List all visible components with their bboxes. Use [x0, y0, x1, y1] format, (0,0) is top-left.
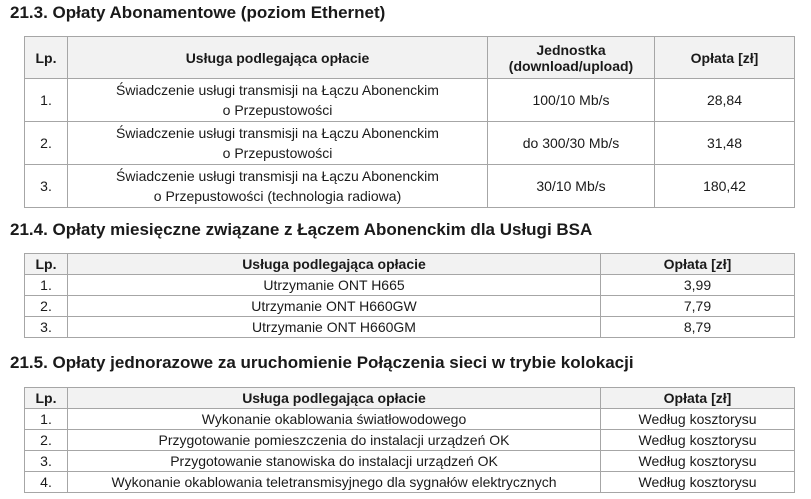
- cell-service: Wykonanie okablowania światłowodowego: [68, 409, 601, 430]
- section-21-4-title: 21.4. Opłaty miesięczne związane z Łączem Abonenckim dla Usługi BSA: [10, 220, 593, 239]
- cell-fee: 28,84: [655, 79, 795, 122]
- table-row: [25, 296, 795, 317]
- col-header-lp: Lp.: [25, 37, 68, 79]
- table-row: [25, 451, 795, 472]
- cell-service: Utrzymanie ONT H660GM: [68, 317, 601, 338]
- cell-fee: Według kosztorysu: [601, 430, 795, 451]
- cell-fee: 180,42: [655, 165, 795, 208]
- table-row: [25, 317, 795, 338]
- col-header-fee: Opłata [zł]: [655, 37, 795, 79]
- cell-fee: 8,79: [601, 317, 795, 338]
- col-header-lp: Lp.: [25, 388, 68, 409]
- cell-service: Przygotowanie pomieszczenia do instalacji urządzeń OK: [68, 430, 601, 451]
- cell-fee: 31,48: [655, 122, 795, 165]
- cell-service: [68, 122, 488, 165]
- cell-fee: Według kosztorysu: [601, 409, 795, 430]
- service-line1: Świadczenie usługi transmisji na Łączu Abonenckim: [116, 82, 439, 98]
- cell-service: Wykonanie okablowania teletransmisyjnego dla sygnałów elektrycznych: [68, 472, 601, 493]
- cell-service: [68, 165, 488, 208]
- cell-unit: do 300/30 Mb/s: [488, 122, 655, 165]
- col-header-lp: Lp.: [25, 254, 68, 275]
- cell-lp: 2.: [25, 296, 68, 317]
- cell-unit: 30/10 Mb/s: [488, 165, 655, 208]
- cell-fee: 7,79: [601, 296, 795, 317]
- col-header-fee: Opłata [zł]: [601, 254, 795, 275]
- section-21-5-title: 21.5. Opłaty jednorazowe za uruchomienie Połączenia sieci w trybie kolokacji: [10, 353, 634, 372]
- cell-lp: 1.: [25, 275, 68, 296]
- col-header-service: Usługa podlegająca opłacie: [68, 254, 601, 275]
- col-header-unit: [488, 37, 655, 79]
- cell-service: Utrzymanie ONT H665: [68, 275, 601, 296]
- table-row: [25, 165, 795, 208]
- table-header-row: [25, 37, 795, 79]
- one-time-fees-table: [24, 387, 795, 493]
- unit-header-line1: Jednostka: [536, 41, 606, 58]
- table-row: [25, 430, 795, 451]
- table-row: [25, 122, 795, 165]
- cell-lp: 2.: [25, 122, 68, 165]
- cell-lp: 1.: [25, 409, 68, 430]
- table-row: [25, 409, 795, 430]
- monthly-fees-table: [24, 253, 795, 338]
- table-row: [25, 79, 795, 122]
- col-header-service: Usługa podlegająca opłacie: [68, 388, 601, 409]
- service-line2: o Przepustowości: [222, 145, 333, 161]
- cell-unit: 100/10 Mb/s: [488, 79, 655, 122]
- cell-service: Utrzymanie ONT H660GW: [68, 296, 601, 317]
- cell-fee: Według kosztorysu: [601, 451, 795, 472]
- table-header-row: [25, 254, 795, 275]
- cell-lp: 3.: [25, 317, 68, 338]
- cell-lp: 3.: [25, 451, 68, 472]
- unit-header-line2: (download/upload): [508, 57, 634, 74]
- cell-lp: 2.: [25, 430, 68, 451]
- table-header-row: [25, 388, 795, 409]
- service-line1: Świadczenie usługi transmisji na Łączu Abonenckim: [116, 125, 439, 141]
- col-header-fee: Opłata [zł]: [601, 388, 795, 409]
- cell-service: Przygotowanie stanowiska do instalacji urządzeń OK: [68, 451, 601, 472]
- col-header-service: Usługa podlegająca opłacie: [68, 37, 488, 79]
- section-21-3-title: 21.3. Opłaty Abonamentowe (poziom Ethernet): [10, 3, 386, 22]
- cell-fee: 3,99: [601, 275, 795, 296]
- cell-lp: 1.: [25, 79, 68, 122]
- cell-lp: 4.: [25, 472, 68, 493]
- service-line2: o Przepustowości (technologia radiowa): [153, 188, 402, 204]
- cell-lp: 3.: [25, 165, 68, 208]
- cell-fee: Według kosztorysu: [601, 472, 795, 493]
- table-row: [25, 472, 795, 493]
- cell-service: [68, 79, 488, 122]
- table-row: [25, 275, 795, 296]
- service-line2: o Przepustowości: [222, 102, 333, 118]
- service-line1: Świadczenie usługi transmisji na Łączu Abonenckim: [116, 168, 439, 184]
- subscription-fees-table: [24, 36, 795, 208]
